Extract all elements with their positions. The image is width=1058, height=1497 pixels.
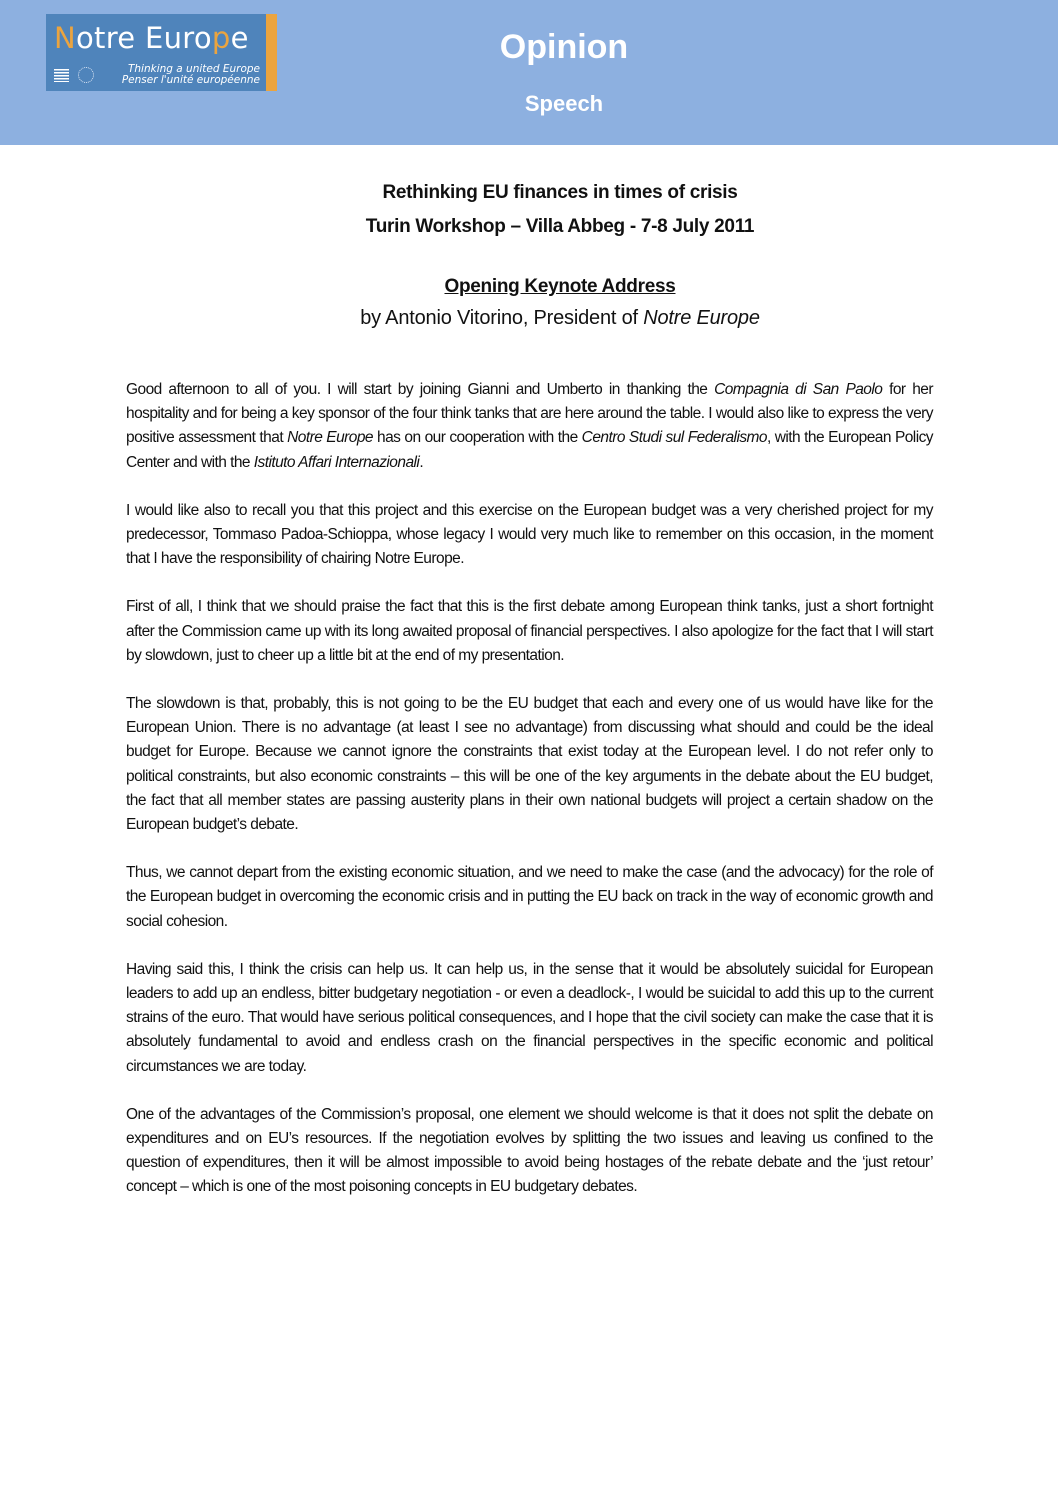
section-title: Opening Keynote Address <box>444 276 676 297</box>
speech-body <box>126 378 933 1224</box>
speech-paragraph: Having said this, I think the crisis can help us. It can help us, in the sense that it would be absolutely suicidal for European leaders to add up an endless, bitter budgetary negotiation - or even a deadlock-, I would be suicidal to add this up to the current strains of the euro. That would have serious political consequences, and I hope that the civil society can make the case that it is absolutely fundamental to avoid and endless crash on the financial perspectives in the specific economic and political circumstances we are today. <box>126 960 933 1075</box>
subcategory-heading: Speech <box>524 91 604 116</box>
logo-wordmark: Notre Europe <box>54 21 249 55</box>
eu-stars-circle-icon <box>78 67 94 83</box>
speech-paragraph: Thus, we cannot depart from the existing economic situation, and we need to make the case (and the advocacy) for the role of the European budget in overcoming the economic crisis and in putting the EU back on track in the way of economic growth and social cohesion. <box>126 864 933 930</box>
document-title: Rethinking EU finances in times of crisis <box>382 182 738 203</box>
tagline-fr: Penser l'unité européenne <box>121 74 260 86</box>
speech-paragraph: One of the advantages of the Commission’s proposal, one element we should welcome is that it does not split the debate on expenditures and on EU’s resources. If the negotiation evolves by splitting the two issues and leaving us confined to the question of expenditures, then it will be almost impossible to avoid being hostages of the rebate debate and the ‘just retour’ concept – which is one of the most poisoning concepts in EU budgetary debates. <box>126 1105 933 1196</box>
document-lines-icon <box>54 69 69 82</box>
speech-paragraph: First of all, I think that we should praise the fact that this is the first debate among European think tanks, just a short fortnight after the Commission came up with its long awaited proposal of financial perspectives. I also apologize for the fact that I will start by slowdown, just to cheer up a little bit at the end of my presentation. <box>126 598 933 664</box>
header-band <box>0 0 1058 145</box>
speech-paragraph: Good afternoon to all of you. I will start by joining Gianni and Umberto in thanking the Compagnia di San Paolo for her hospitality and for being a key sponsor of the four think tanks that are here around the table. I would also like to express the very positive assessment that Notre Europe has on our cooperation with the Centro Studi sul Federalismo, with the European Policy Center and with the Istituto Affari Internazionali. <box>126 381 933 471</box>
event-line: Turin Workshop – Villa Abbeg - 7-8 July 2011 <box>365 216 755 237</box>
byline: by Antonio Vitorino, President of Notre Europe <box>360 307 760 329</box>
speech-paragraph: I would like also to recall you that this project and this exercise on the European budget was a very cherished project for my predecessor, Tommaso Padoa-Schioppa, whose legacy I would very much like to remember on this occasion, in the moment that I have the responsibility of chairing Notre Europe. <box>126 501 933 568</box>
tagline-en: Thinking a united Europe <box>127 63 260 75</box>
logo-tagline <box>122 64 260 86</box>
speech-paragraph: The slowdown is that, probably, this is not going to be the EU budget that each and every one of us would have like for the European Union. There is no advantage (at least I see no advantage) from discussing what should and could be the ideal budget for Europe. Because we cannot ignore the constraints that exist today at the European level. I do not refer only to political constraints, but also economic constraints – this will be one of the key arguments in the debate about the EU budget, the fact that all member states are passing austerity plans in their own national budgets will project a certain shadow on the European budget’s debate. <box>126 695 933 834</box>
document-titles <box>0 176 1058 333</box>
category-heading: Opinion <box>499 28 629 66</box>
